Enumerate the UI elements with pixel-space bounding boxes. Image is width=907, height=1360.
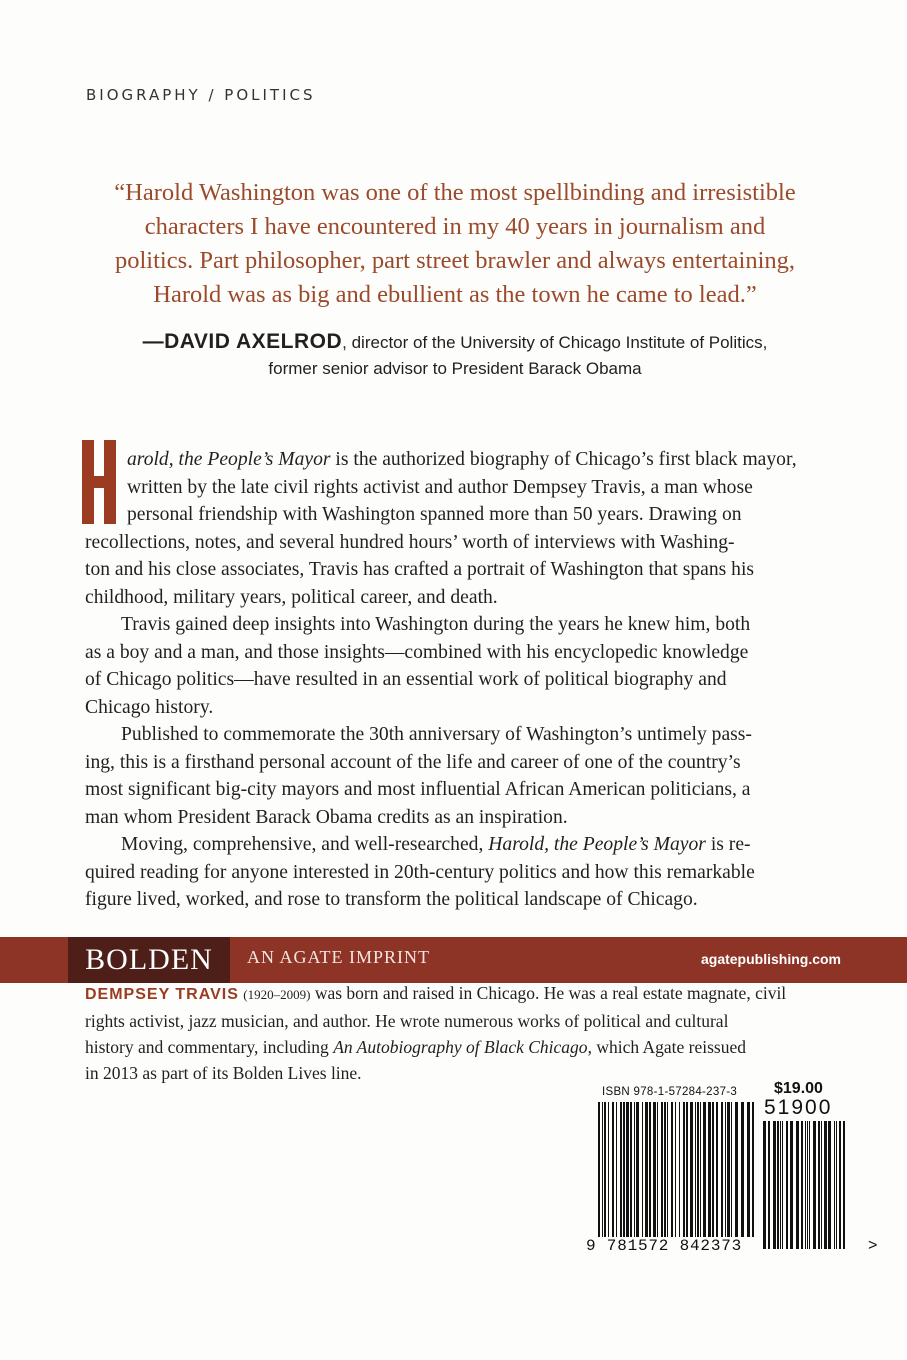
price-code: 51900	[764, 1096, 833, 1119]
chevron-icon: >	[868, 1237, 878, 1254]
barcode-bar	[616, 1102, 617, 1250]
quote-line: characters I have encountered in my 40 years in journalism and	[144, 213, 766, 240]
price: $19.00	[774, 1080, 823, 1097]
barcode-bar	[602, 1102, 603, 1250]
isbn-digits: 9 781572 842373	[586, 1237, 762, 1255]
barcode-bar	[661, 1102, 663, 1250]
barcode-bar	[703, 1102, 706, 1250]
barcode-bar	[716, 1102, 718, 1250]
quote-line: “Harold Washington was one of the most spellbinding and irresistible	[114, 179, 796, 206]
description-paragraph: arold, the People’s Mayor is the authorized biography of Chicago’s first black mayor, written by the late civil rights activist and author Dempsey Travis, a man whose personal friendship with Washington spanned more than 50 years. Drawing on recollections, notes, and several hundred hours’ worth of interviews with Washing- ton and his close associates, Travis has crafted a portrait of Washington that spans his childhood, military years, political career, and death.	[85, 449, 797, 608]
barcode-bar	[786, 1121, 788, 1249]
barcode-bar	[752, 1102, 754, 1250]
barcode-bar	[604, 1102, 606, 1250]
quote-attribution	[80, 329, 830, 382]
barcode-bar	[725, 1102, 726, 1250]
barcode-bar	[790, 1121, 793, 1249]
barcode-bar	[727, 1102, 730, 1250]
book-title-italic: Harold, the People’s Mayor	[488, 834, 706, 855]
barcode-bar	[782, 1121, 783, 1249]
attribution-dash: —	[142, 330, 165, 353]
book-title-italic: An Autobiography of Black Chicago	[333, 1037, 588, 1057]
barcode-bar	[683, 1102, 685, 1250]
description-paragraph: Travis gained deep insights into Washington during the years he knew him, both as a boy and a man, and those insights—combined with his encyclopedic knowledge of Chicago politics—have resulted in an essential work of political biography and Chicago history.	[85, 614, 751, 718]
book-title-italic: arold, the People’s Mayor	[127, 449, 331, 470]
barcode-bar	[735, 1102, 738, 1250]
barcode-bar	[630, 1102, 632, 1250]
barcode-bar	[612, 1102, 614, 1250]
barcode-bar	[679, 1102, 680, 1250]
barcode-bar	[695, 1102, 696, 1250]
barcode-bar	[645, 1102, 648, 1250]
publisher-website: agatepublishing.com	[700, 951, 841, 967]
category-label: BIOGRAPHY / POLITICS	[86, 86, 316, 104]
barcode-bar	[697, 1102, 699, 1250]
barcode-bar	[828, 1121, 831, 1249]
barcode-bar	[843, 1121, 845, 1249]
barcode-bar	[813, 1121, 816, 1249]
quote-line: politics. Part philosopher, part street brawler and always entertaining,	[114, 247, 796, 274]
barcode-bar	[777, 1121, 779, 1249]
barcode-bar	[834, 1121, 835, 1249]
barcode-bar	[721, 1102, 723, 1250]
barcode-bar	[636, 1102, 639, 1250]
barcode-bar	[731, 1102, 732, 1250]
attribution-title-2: former senior advisor to President Barack Obama	[268, 359, 642, 378]
bolden-logo-box	[68, 937, 230, 983]
endorsement-quote	[70, 176, 840, 312]
barcode-bar	[667, 1102, 668, 1250]
barcode-bar	[801, 1121, 803, 1249]
bolden-logo: BOLDEN	[85, 943, 213, 976]
barcode-bar	[620, 1102, 622, 1250]
barcode-bar	[634, 1102, 635, 1250]
author-dates: (1920–2009)	[243, 987, 311, 1002]
barcode-bar	[773, 1121, 776, 1249]
author-name: DEMPSEY TRAVIS	[85, 986, 239, 1003]
barcode-bar	[686, 1102, 688, 1250]
barcode-bar	[664, 1102, 666, 1250]
isbn-label: ISBN 978-1-57284-237-3	[602, 1086, 738, 1098]
description-paragraph: Moving, comprehensive, and well-researched, Harold, the People’s Mayor is re- quired reading for anyone interested in 20th-century politics and how this remarkable figure lived, worked, and rose to transform the political landscape of Chicago.	[85, 834, 755, 910]
barcode-bar	[821, 1121, 822, 1249]
attribution-title: , director of the University of Chicago Institute of Politics,	[342, 333, 768, 352]
barcode-bar	[598, 1102, 600, 1250]
barcode-bar	[818, 1121, 820, 1249]
barcode-bar	[700, 1102, 701, 1250]
barcode-bar	[809, 1121, 810, 1249]
barcode-bar	[657, 1102, 658, 1250]
imprint-label: AN AGATE IMPRINT	[247, 947, 431, 967]
barcode-bar	[741, 1102, 744, 1250]
barcode-bar	[653, 1102, 656, 1250]
barcode-bar	[768, 1121, 770, 1249]
price-barcode	[763, 1121, 849, 1249]
barcode-bar	[626, 1102, 629, 1250]
barcode-bar	[763, 1121, 766, 1249]
barcode-bar	[747, 1102, 750, 1250]
description-paragraph: Published to commemorate the 30th anniversary of Washington’s untimely pass- ing, this is a firsthand personal account of the life and career of one of the country’s most significant big-city mayors and most influential African American politicians, a man whom President Barack Obama credits as an inspiration.	[85, 724, 752, 828]
barcode-bar	[671, 1102, 673, 1250]
author-bio: DEMPSEY TRAVIS (1920–2009) was born and raised in Chicago. He was a real estate magnate, civil rights activist, jazz musician, and author. He wrote numerous works of political and cultural history and commentary, including An Autobiography of Black Chicago, which Agate reissued in 2013 as part of its Bolden Lives line.	[85, 983, 787, 1083]
isbn-barcode	[598, 1102, 758, 1250]
barcode-bar	[623, 1102, 625, 1250]
barcode-bar	[608, 1102, 609, 1250]
barcode-bar	[824, 1121, 827, 1249]
barcode-bar	[807, 1121, 808, 1249]
barcode-bar	[649, 1102, 651, 1250]
barcode-bar	[796, 1121, 799, 1249]
barcode-bar	[805, 1121, 806, 1249]
quote-line: Harold was as big and ebullient as the town he came to lead.”	[153, 281, 757, 308]
barcode-bar	[642, 1102, 643, 1250]
barcode-bar	[708, 1102, 711, 1250]
book-description	[85, 446, 825, 914]
barcode-bar	[839, 1121, 841, 1249]
barcode-bar	[690, 1102, 693, 1250]
attribution-name: DAVID AXELROD	[164, 330, 343, 353]
barcode-bar	[780, 1121, 781, 1249]
barcode-bar	[675, 1102, 676, 1250]
barcode-bar	[712, 1102, 714, 1250]
barcode-bar	[836, 1121, 837, 1249]
